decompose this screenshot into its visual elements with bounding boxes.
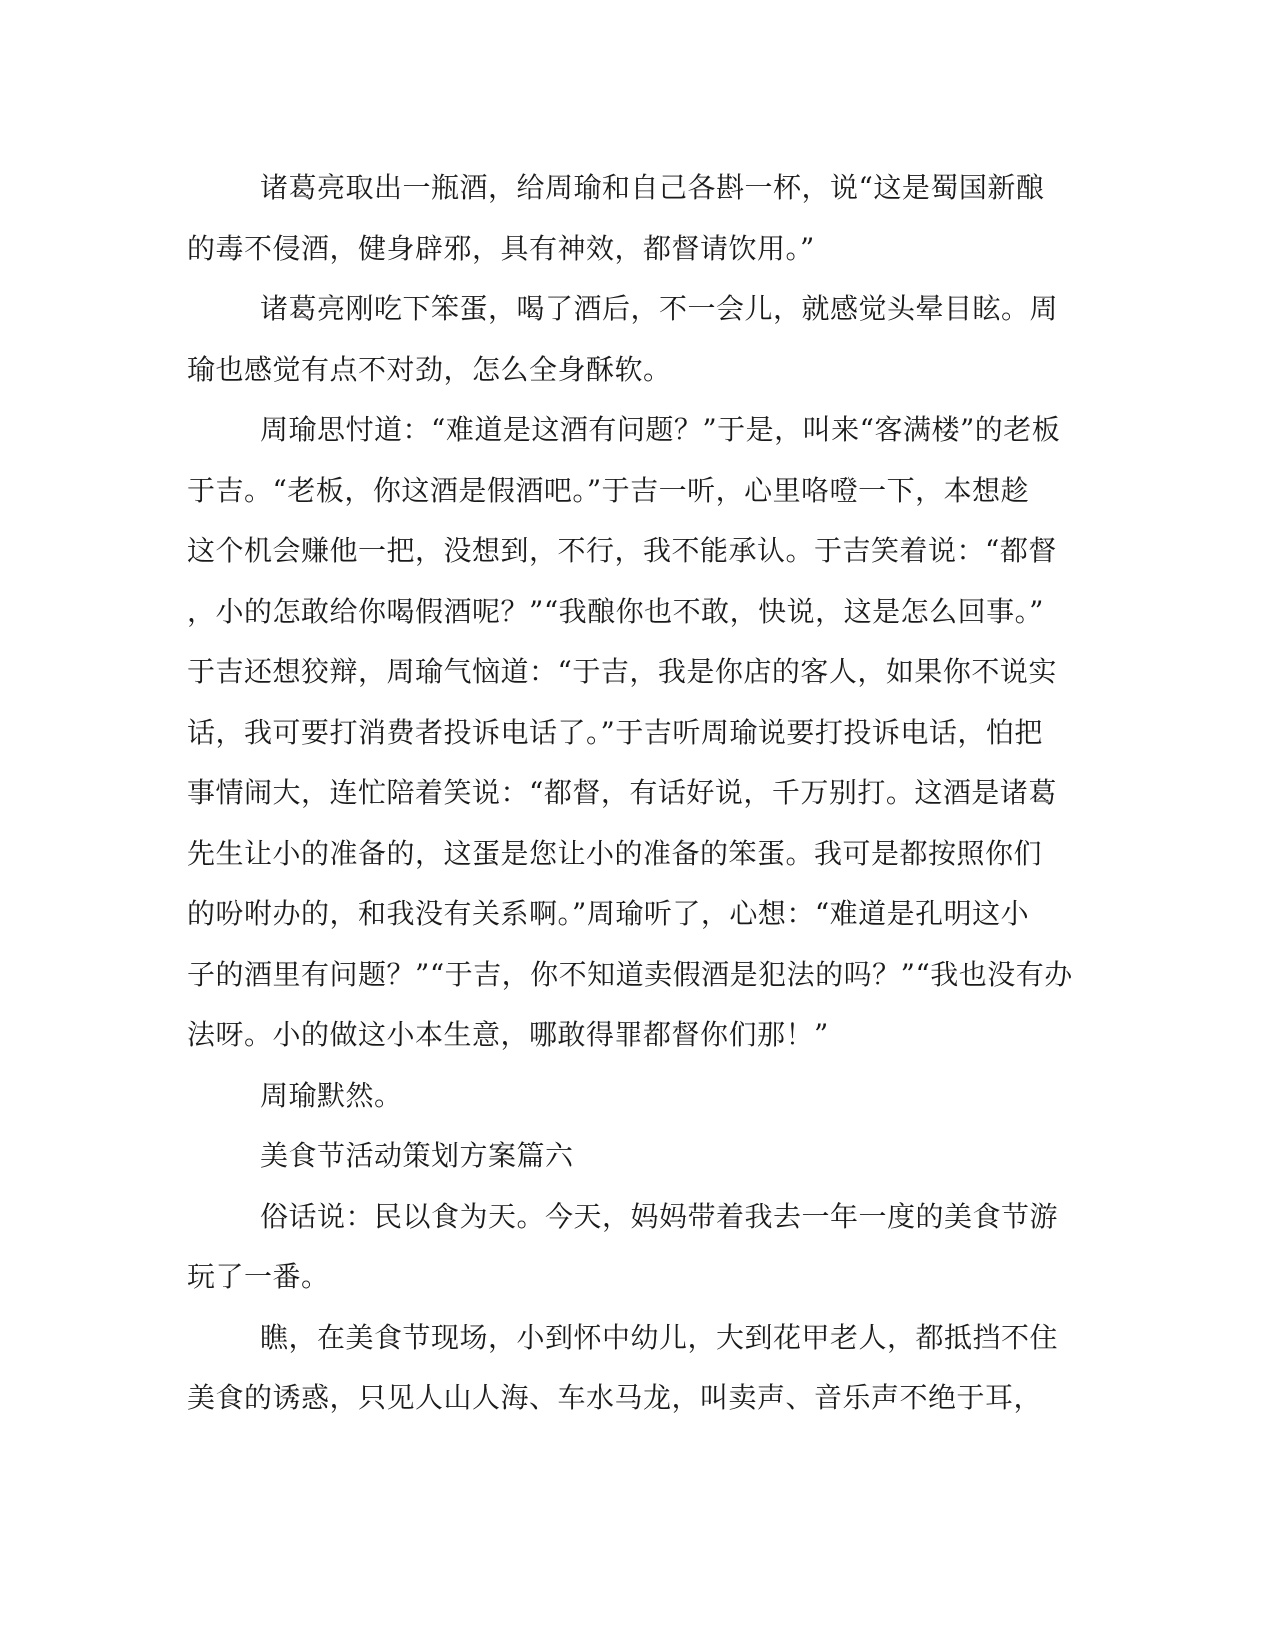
paragraph-line: 子的酒里有问题？”“于吉，你不知道卖假酒是犯法的吗？”“我也没有办 [187,957,1073,991]
paragraph-line: 事情闹大，连忙陪着笑说：“都督，有话好说，千万别打。这酒是诸葛 [187,776,1057,809]
paragraph-line: 话，我可要打消费者投诉电话了。”于吉听周瑜说要打投诉电话，怕把 [187,715,1043,749]
section-heading: 美食节活动策划方案篇六 [260,1139,574,1172]
paragraph-line: 瞧，在美食节现场，小到怀中幼儿，大到花甲老人，都抵挡不住 [260,1320,1059,1354]
paragraph-line: 瑜也感觉有点不对劲，怎么全身酥软。 [187,352,672,386]
paragraph-line: 周瑜默然。 [260,1078,403,1112]
paragraph-line: 玩了一番。 [187,1260,330,1293]
paragraph-line: 的毒不侵酒，健身辟邪，具有神效，都督请饮用。” [187,231,815,265]
paragraph-line: 美食的诱惑，只见人山人海、车水马龙，叫卖声、音乐声不绝于耳， [187,1381,1043,1414]
paragraph-line: 于吉。“老板，你这酒是假酒吧。”于吉一听，心里咯噔一下，本想趁 [187,473,1030,507]
document-body [187,158,1073,1429]
paragraph-line: ，小的怎敢给你喝假酒呢？”“我酿你也不敢，快说，这是怎么回事。” [187,594,1044,628]
paragraph-line: 法呀。小的做这小本生意，哪敢得罪都督你们那！” [187,1018,829,1051]
paragraph-line: 先生让小的准备的，这蛋是您让小的准备的笨蛋。我可是都按照你们 [187,836,1043,870]
paragraph-line: 的吩咐办的，和我没有关系啊。”周瑜听了，心想：“难道是孔明这小 [187,897,1030,930]
paragraph-line: 周瑜思忖道：“难道是这酒有问题？”于是，叫来“客满楼”的老板 [260,413,1061,446]
paragraph-line: 诸葛亮刚吃下笨蛋，喝了酒后，不一会儿，就感觉头晕目眩。周 [260,292,1059,325]
paragraph-line: 这个机会赚他一把，没想到，不行，我不能承认。于吉笑着说：“都督 [187,534,1057,567]
paragraph-line: 诸葛亮取出一瓶酒，给周瑜和自己各斟一杯，说“这是蜀国新酿 [260,171,1045,204]
paragraph-line: 于吉还想狡辩，周瑜气恼道：“于吉，我是你店的客人，如果你不说实 [187,655,1057,688]
paragraph-line: 俗话说：民以食为天。今天，妈妈带着我去一年一度的美食节游 [260,1199,1059,1233]
